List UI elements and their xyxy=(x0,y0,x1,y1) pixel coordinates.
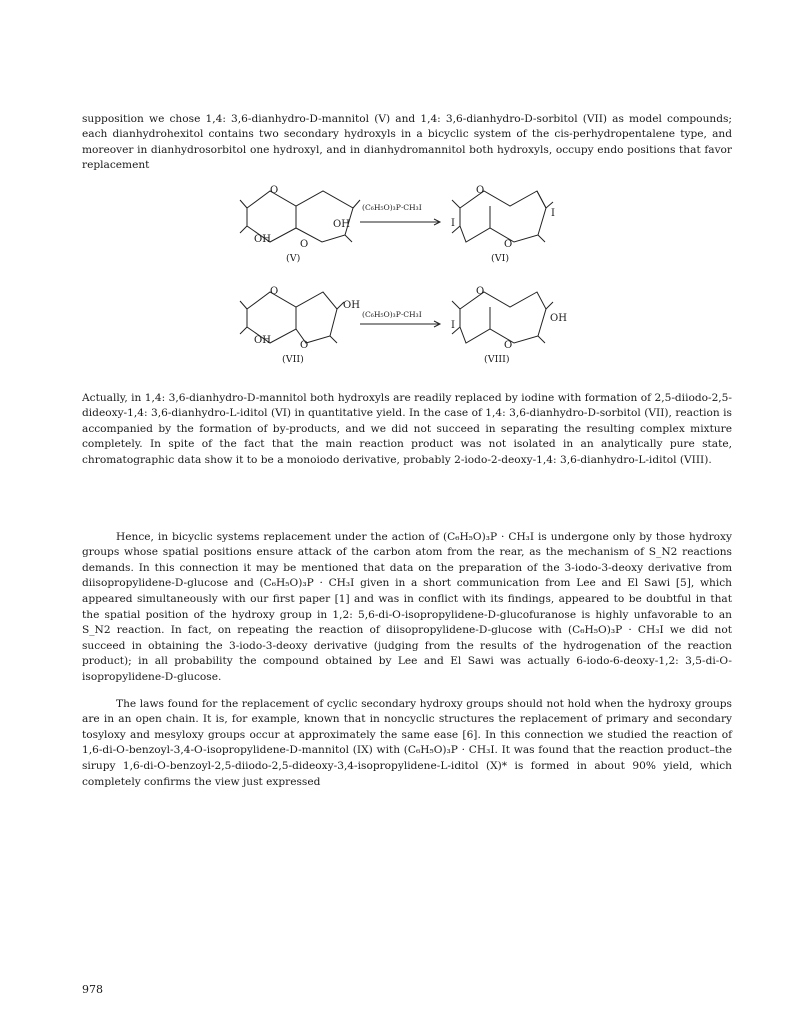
reaction-scheme xyxy=(0,178,807,398)
hydroxyl-vii-2: OH xyxy=(343,300,360,311)
reagent-2: (C₆H₅O)₃P·CH₃I xyxy=(362,310,422,319)
reagent-1: (C₆H₅O)₃P·CH₃I xyxy=(362,203,422,212)
ring-oxygen-viii-1: O xyxy=(476,286,485,297)
label-v: (V) xyxy=(286,253,301,264)
page-number: 978 xyxy=(82,983,103,996)
structure-vi xyxy=(451,185,555,264)
ring-oxygen-vi-2: O xyxy=(504,239,513,250)
structure-v xyxy=(240,185,360,264)
iodo-vi-2: I xyxy=(551,208,555,219)
ring-oxygen-viii-2: O xyxy=(504,340,513,351)
iodo-vi-1: I xyxy=(451,218,455,229)
ring-oxygen-v-2: O xyxy=(300,239,309,250)
structure-vii xyxy=(240,286,360,365)
paragraph-3: Hence, in bicyclic systems replacement under the action of (C₆H₅O)₃P · CH₃I is undergone only by those hydroxy groups whose spatial positions ensure attack of the carbon atom from the rear, as the mechanism of S_N2 reactions demands. In this connection it may be mentioned that data on the preparation of the 3-iodo-3-deoxy derivative from diisopropylidene-D-glucose and (C₆H₅O)₃P · CH₃I given in a short communication from Lee and El Sawi [5], which appeared simultaneously with our first paper [1] and was in conflict with its findings, appeared to be doubtful in that the spatial position of the hydroxy group in 1,2: 5,6-di-O-isopropylidene-D-glucofuranose is highly unfavorable to an S_N2 reaction. In fact, on repeating the reaction of diisopropylidene-D-glucose with (C₆H₅O)₃P · CH₃I we did not succeed in obtaining the 3-iodo-3-deoxy derivative (judging from the results of the hydrogenation of the reaction product); in all probability the compound obtained by Lee and El Sawi was actually 6-iodo-6-deoxy-1,2: 3,5-di-O-isopropylidene-D-glucose. xyxy=(82,530,732,683)
hydroxyl-vii-1: OH xyxy=(254,335,271,346)
label-vi: (VI) xyxy=(491,253,510,264)
hydroxyl-v-1: OH xyxy=(254,234,271,245)
ring-oxygen-vi-1: O xyxy=(476,185,485,196)
hydroxyl-viii: OH xyxy=(550,313,567,324)
structure-viii xyxy=(451,286,567,365)
ring-oxygen-v-1: O xyxy=(270,185,279,196)
label-vii: (VII) xyxy=(282,354,304,365)
hydroxyl-v-2: OH xyxy=(333,219,350,230)
label-viii: (VIII) xyxy=(484,354,510,365)
ring-oxygen-vii-1: O xyxy=(270,286,279,297)
paragraph-4: The laws found for the replacement of cyclic secondary hydroxy groups should not hold when the hydroxy groups are in an open chain. It is, for example, known that in noncyclic structures the replacement of primary and secondary tosyloxy and mesyloxy groups occur at approximately the same ease [6]. In this connection we studied the reaction of 1,6-di-O-benzoyl-3,4-O-isopropylidene-D-mannitol (IX) with (C₆H₅O)₃P · CH₃I. It was found that the reaction product–the sirupy 1,6-di-O-benzoyl-2,5-diiodo-2,5-dideoxy-3,4-isopropylidene-L-iditol (X)* is formed in about 90% yield, which completely confirms the view just expressed xyxy=(82,697,732,788)
paragraph-1: supposition we chose 1,4: 3,6-dianhydro-D-mannitol (V) and 1,4: 3,6-dianhydro-D-sorbitol (VII) as model compounds; each dianhydrohexitol contains two secondary hydroxyls in a bicyclic system of the cis-perhydropentalene type, and moreover in dianhydrosorbitol one hydroxyl, and in dianhydromannitol both hydroxyls, occupy endo positions that favor replacement xyxy=(82,112,732,172)
ring-oxygen-vii-2: O xyxy=(300,340,309,351)
paragraph-2: Actually, in 1,4: 3,6-dianhydro-D-mannitol both hydroxyls are readily replaced by iodine with formation of 2,5-diiodo-2,5-dideoxy-1,4: 3,6-dianhydro-L-iditol (VI) in quantitative yield. In the case of 1,4: 3,6-dianhydro-D-sorbitol (VII), reaction is accompanied by the formation of by-products, and we did not succeed in separating the resulting complex mixture completely. In spite of the fact that the main reaction product was not isolated in an analytically pure state, chromatographic data show it to be a monoiodo derivative, probably 2-iodo-2-deoxy-1,4: 3,6-dianhydro-L-iditol (VIII). xyxy=(82,391,732,466)
iodo-viii: I xyxy=(451,320,455,331)
